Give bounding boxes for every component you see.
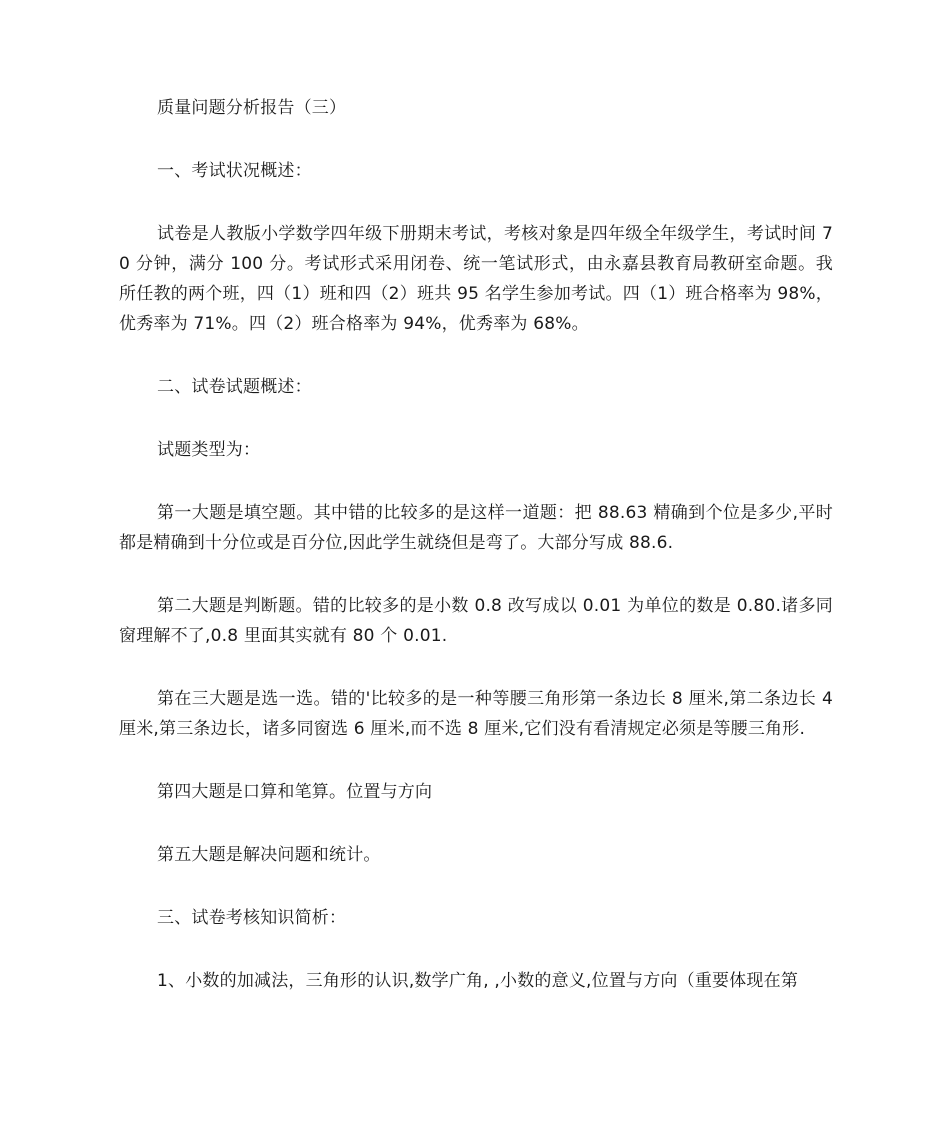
section-heading-2: 二、试卷试题概述： [157,377,312,397]
document-body [119,93,833,996]
section-heading-3: 三、试卷考核知识简析： [157,908,347,928]
document-title: 质量问题分析报告（三） [157,98,347,118]
paragraph-question-types: 试题类型为： [157,440,261,460]
paragraph-part-five: 第五大题是解决问题和统计。 [157,845,381,865]
paragraph-part-four: 第四大题是口算和笔算。位置与方向 [157,782,433,802]
paragraph-exam-overview: 试卷是人教版小学数学四年级下册期末考试，考核对象是四年级全年级学生，考试时间 70 分钟，满分 100 分。考试形式采用闭卷、统一笔试形式，由永嘉县教育局教研室命题。我所任教的两个班，四（1）班和四（2）班共 95 名学生参加考试。四（1）班合格率为 98%，优秀率为 71%。四（2）班合格率为 94%，优秀率为 68%。 [119,224,833,334]
paragraph-part-two: 第二大题是判断题。错的比较多的是小数 0.8 改写成以 0.01 为单位的数是 0.80.诸多同窗理解不了,0.8 里面其实就有 80 个 0.01. [119,596,833,646]
paragraph-knowledge-1: 1、小数的加减法，三角形的认识,数学广角, ,小数的意义,位置与方向（重要体现在第 [157,971,799,991]
paragraph-part-three: 第在三大题是选一选。错的'比较多的是一种等腰三角形第一条边长 8 厘米,第二条边长 4 厘米,第三条边长，诸多同窗选 6 厘米,而不选 8 厘米,它们没有看清规定必须是等腰三角形. [119,689,833,739]
paragraph-part-one: 第一大题是填空题。其中错的比较多的是这样一道题：把 88.63 精确到个位是多少,平时都是精确到十分位或是百分位,因此学生就绕但是弯了。大部分写成 88.6. [119,503,833,553]
section-heading-1: 一、考试状况概述： [157,161,312,181]
